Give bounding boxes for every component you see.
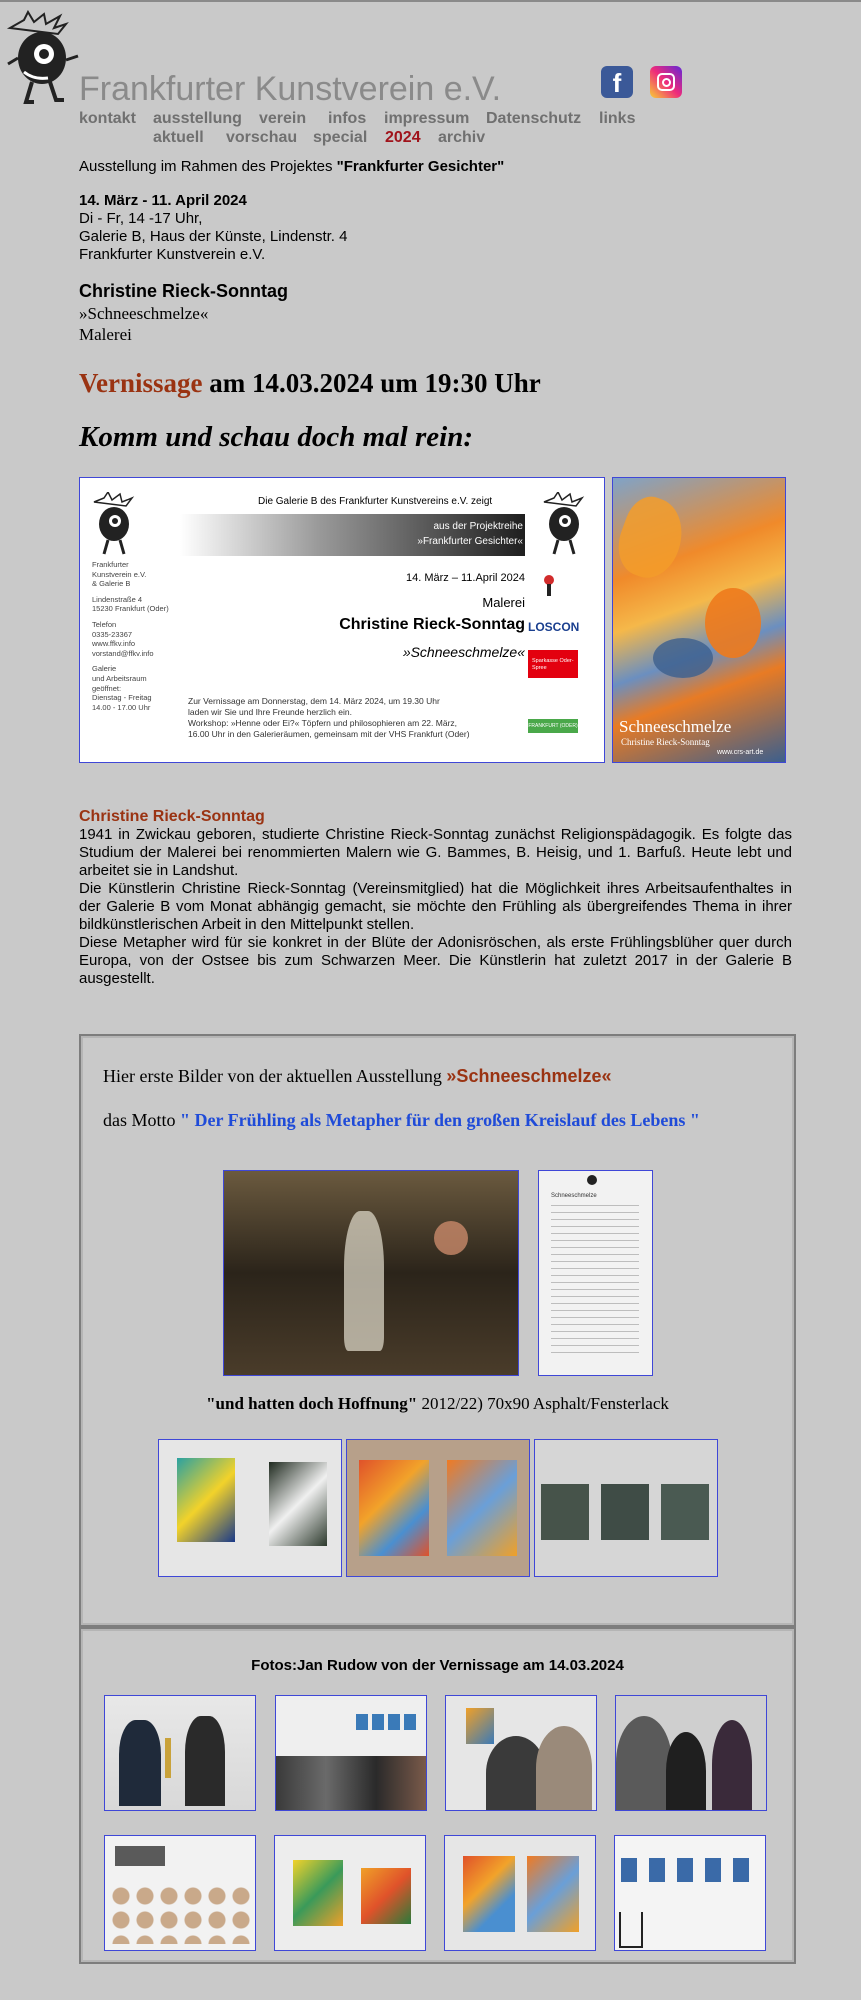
flyer-contact-line: Kunstverein e.V. — [92, 569, 147, 579]
photo-person — [666, 1732, 706, 1810]
flyer-contact-line: 14.00 - 17.00 Uhr — [92, 702, 151, 712]
flyer-top: Die Galerie B des Frankfurter Kunstvereins e.V. zeigt — [258, 496, 493, 507]
nav-aktuell[interactable]: aktuell — [153, 129, 204, 146]
flyer-series2: »Frankfurter Gesichter« — [417, 536, 523, 547]
photo-artwork — [466, 1708, 494, 1744]
flyer-series1: aus der Projektreihe — [433, 521, 523, 532]
vernissage-heading — [79, 368, 541, 399]
flyer-contact-line: und Arbeitsraum — [92, 673, 147, 683]
flyer-artist: Christine Rieck-Sonntag — [339, 616, 525, 633]
photo-artwork — [293, 1860, 343, 1926]
vernissage-photos-box — [79, 1627, 796, 1964]
sponsor-loscon: LOSCON — [528, 620, 580, 634]
flyer-contact-line: www.ffkv.info — [92, 639, 136, 649]
poster-paint-blue — [653, 638, 713, 678]
nav-vorschau[interactable]: vorschau — [226, 129, 298, 146]
nav-links[interactable]: links — [599, 110, 636, 127]
photo-audience — [276, 1756, 426, 1810]
location: Galerie B, Haus der Künste, Lindenstr. 4 — [79, 228, 348, 245]
painting-hoffnung[interactable] — [223, 1170, 519, 1376]
poem-title: Schneeschmelze — [551, 1193, 597, 1199]
flyer-bottom-line: 16.00 Uhr in den Galerieräumen, gemeinsam mit der VHS Frankfurt (Oder) — [188, 729, 470, 739]
photo-artworks — [356, 1714, 416, 1730]
flyer-bottom-line: laden wir Sie und Ihre Freunde herzlich ein. — [188, 707, 352, 717]
vernissage-photo-3[interactable] — [445, 1695, 597, 1811]
flyer-contact-line: Frankfurter — [92, 560, 129, 569]
vernissage-label: Vernissage — [79, 368, 203, 398]
flyer-contact-line: vorstand@ffkv.info — [92, 648, 154, 658]
saxophone-icon — [165, 1738, 171, 1778]
sponsor-tree-icon — [535, 574, 563, 596]
exhibition-photo-3[interactable] — [534, 1439, 718, 1577]
poster-title: Schneeschmelze — [619, 717, 732, 736]
poster-image[interactable] — [612, 477, 786, 763]
photo-person — [536, 1726, 592, 1810]
medium: Malerei — [79, 325, 132, 344]
poem-text-lines — [551, 1205, 639, 1355]
sponsor-sparkasse-label: Sparkasse Oder-Spree — [532, 658, 574, 671]
artist-name: Christine Rieck-Sonntag — [79, 281, 289, 301]
top-border — [0, 0, 861, 2]
gallery-line1 — [103, 1066, 612, 1087]
kunstverein-logo[interactable] — [4, 10, 82, 104]
photo-artwork — [541, 1484, 589, 1540]
flyer-contact-line: 15230 Frankfurt (Oder) — [92, 604, 169, 614]
fotos-heading: Fotos:Jan Rudow von der Vernissage am 14.03.2024 — [251, 1657, 624, 1674]
photo-person — [185, 1716, 225, 1806]
photo-person — [616, 1716, 672, 1810]
photo-artwork — [359, 1460, 429, 1556]
painting-figure — [344, 1211, 384, 1351]
photo-artwork — [269, 1462, 327, 1546]
vernissage-photo-8[interactable] — [614, 1835, 766, 1951]
photo-artwork — [447, 1460, 517, 1556]
exhibition-title: »Schneeschmelze« — [79, 304, 209, 323]
photo-artwork — [463, 1856, 515, 1932]
bio-paragraph: Die Künstlerin Christine Rieck-Sonntag (Vereinsmitglied) hat die Möglichkeit ihres Arbeitsaufenthaltes in der Galerie B vom Monat abhängig gemacht, sie möchte den Frühling als übergreifendes Thema in ihrer bildkünstlerischen Arbeit in den Mittelpunkt stellen. — [79, 880, 792, 933]
nav-impressum[interactable]: impressum — [384, 110, 470, 127]
artist-bio — [79, 808, 792, 988]
exhibition-photo-2[interactable] — [346, 1439, 530, 1577]
vernissage-photo-2[interactable] — [275, 1695, 427, 1811]
poster-url: www.crs-art.de — [717, 749, 764, 756]
flyer-contact — [92, 560, 169, 712]
photo-artwork — [661, 1484, 709, 1540]
nav-special[interactable]: special — [313, 129, 368, 146]
gallery-line1-prefix: Hier erste Bilder von der aktuellen Ausstellung — [103, 1066, 447, 1086]
poster-artist: Christine Rieck-Sonntag — [621, 737, 710, 747]
chair-icon — [619, 1912, 643, 1948]
nav-infos[interactable]: infos — [328, 110, 367, 127]
flyer-contact-line: Galerie — [92, 664, 117, 674]
photo-ceramics — [109, 1884, 251, 1944]
photo-artwork — [527, 1856, 579, 1932]
flyer-logo-right — [540, 492, 588, 556]
organizer: Frankfurter Kunstverein e.V. — [79, 246, 266, 263]
gallery-line2 — [103, 1110, 700, 1131]
flyer-image[interactable] — [79, 477, 605, 763]
project-name: "Frankfurter Gesichter" — [336, 158, 505, 175]
pin-icon — [587, 1175, 597, 1185]
poster-paint-orange — [612, 490, 693, 586]
gallery-title: »Schneeschmelze« — [446, 1066, 612, 1086]
opening-hours: Di - Fr, 14 -17 Uhr, — [79, 210, 203, 227]
sponsor-frankfurt: FRANKFURT (ODER) — [528, 719, 578, 733]
nav-kontakt[interactable]: kontakt — [79, 110, 136, 127]
photo-artwork — [361, 1868, 411, 1924]
flyer-title: »Schneeschmelze« — [402, 644, 525, 660]
sponsor-sparkasse — [528, 650, 578, 678]
bio-paragraph: Diese Metapher wird für sie konkret in der Blüte der Adonisröschen, als erste Frühlingsblüher quer durch Europa, von der Ostsee bis zum Schwarzen Meer. Die Künstlerin hat zuletzt 2017 in der Galerie B ausgestellt. — [79, 934, 792, 987]
vernissage-photo-5[interactable] — [104, 1835, 256, 1951]
project-prefix: Ausstellung im Rahmen des Projektes — [79, 158, 337, 175]
flyer-contact-line: & Galerie B — [92, 579, 131, 589]
flyer-contact-line: Lindenstraße 4 — [92, 594, 143, 604]
gallery-motto: " Der Frühling als Metapher für den großen Kreislauf des Lebens " — [180, 1110, 700, 1130]
photo-person — [119, 1720, 161, 1806]
flyer-contact-line: Dienstag - Freitag — [92, 693, 152, 703]
bio-heading: Christine Rieck-Sonntag — [79, 808, 265, 825]
caption-title: "und hatten doch Hoffnung" — [206, 1394, 418, 1413]
poster-paint-orange2 — [705, 588, 761, 658]
site-title[interactable]: Frankfurter Kunstverein e.V. — [79, 70, 502, 108]
bio-paragraph: 1941 in Zwickau geboren, studierte Christine Rieck-Sonntag zunächst Religionspädagogik. Es folgte das Studium der Malerei bei renommierten Malern wie G. Bammes, B. Heisig, und 1. Barfuß. Heute lebt und arbeitet sie in Landshut. — [79, 826, 792, 879]
exhibition-photo-1[interactable] — [158, 1439, 342, 1577]
flyer-medium: Malerei — [482, 595, 525, 610]
flyer-contact-line: geöffnet: — [92, 683, 122, 693]
painting-sun — [434, 1221, 468, 1255]
vernissage-photo-7[interactable] — [444, 1835, 596, 1951]
flyer-contact-line: Telefon — [92, 619, 117, 629]
photo-artwork — [177, 1458, 235, 1542]
caption-details: 2012/22) 70x90 Asphalt/Fensterlack — [417, 1394, 669, 1413]
flyer-dates: 14. März – 11.April 2024 — [405, 572, 525, 584]
flyer-bottom-text — [188, 696, 470, 740]
flyer-contact-line: 0335-23367 — [92, 629, 133, 639]
komm-heading: Komm und schau doch mal rein: — [79, 421, 473, 453]
vernissage-photo-4[interactable] — [615, 1695, 767, 1811]
photo-artwork — [601, 1484, 649, 1540]
nav-ausstellung[interactable]: ausstellung — [153, 110, 242, 127]
facebook-icon[interactable]: f — [601, 66, 633, 98]
photo-artworks — [621, 1858, 759, 1882]
instagram-icon[interactable] — [650, 66, 682, 98]
flyer-bottom-line: Workshop: »Henne oder Ei?« Töpfern und philosophieren am 22. März, — [188, 718, 458, 728]
nav-verein[interactable]: verein — [259, 110, 307, 127]
exhibition-dates: 14. März - 11. April 2024 — [79, 192, 247, 209]
exhibition-gallery-box — [79, 1034, 796, 1627]
vernissage-photo-6[interactable] — [274, 1835, 426, 1951]
photo-person — [712, 1720, 752, 1810]
flyer-bottom-line: Zur Vernissage am Donnerstag, dem 14. März 2024, um 19.30 Uhr — [188, 696, 440, 706]
gallery-line2-prefix: das Motto — [103, 1110, 181, 1130]
painting-caption — [81, 1394, 794, 1414]
poem-sheet[interactable] — [538, 1170, 653, 1376]
project-line — [79, 158, 504, 175]
nav-2024[interactable]: 2024 — [385, 129, 421, 146]
vernissage-date: am 14.03.2024 um 19:30 Uhr — [202, 368, 541, 398]
flyer-logo-left — [90, 492, 138, 556]
vernissage-photo-1[interactable] — [104, 1695, 256, 1811]
nav-datenschutz[interactable]: Datenschutz — [486, 110, 582, 127]
photo-frames — [115, 1846, 165, 1866]
nav-archiv[interactable]: archiv — [438, 129, 486, 146]
